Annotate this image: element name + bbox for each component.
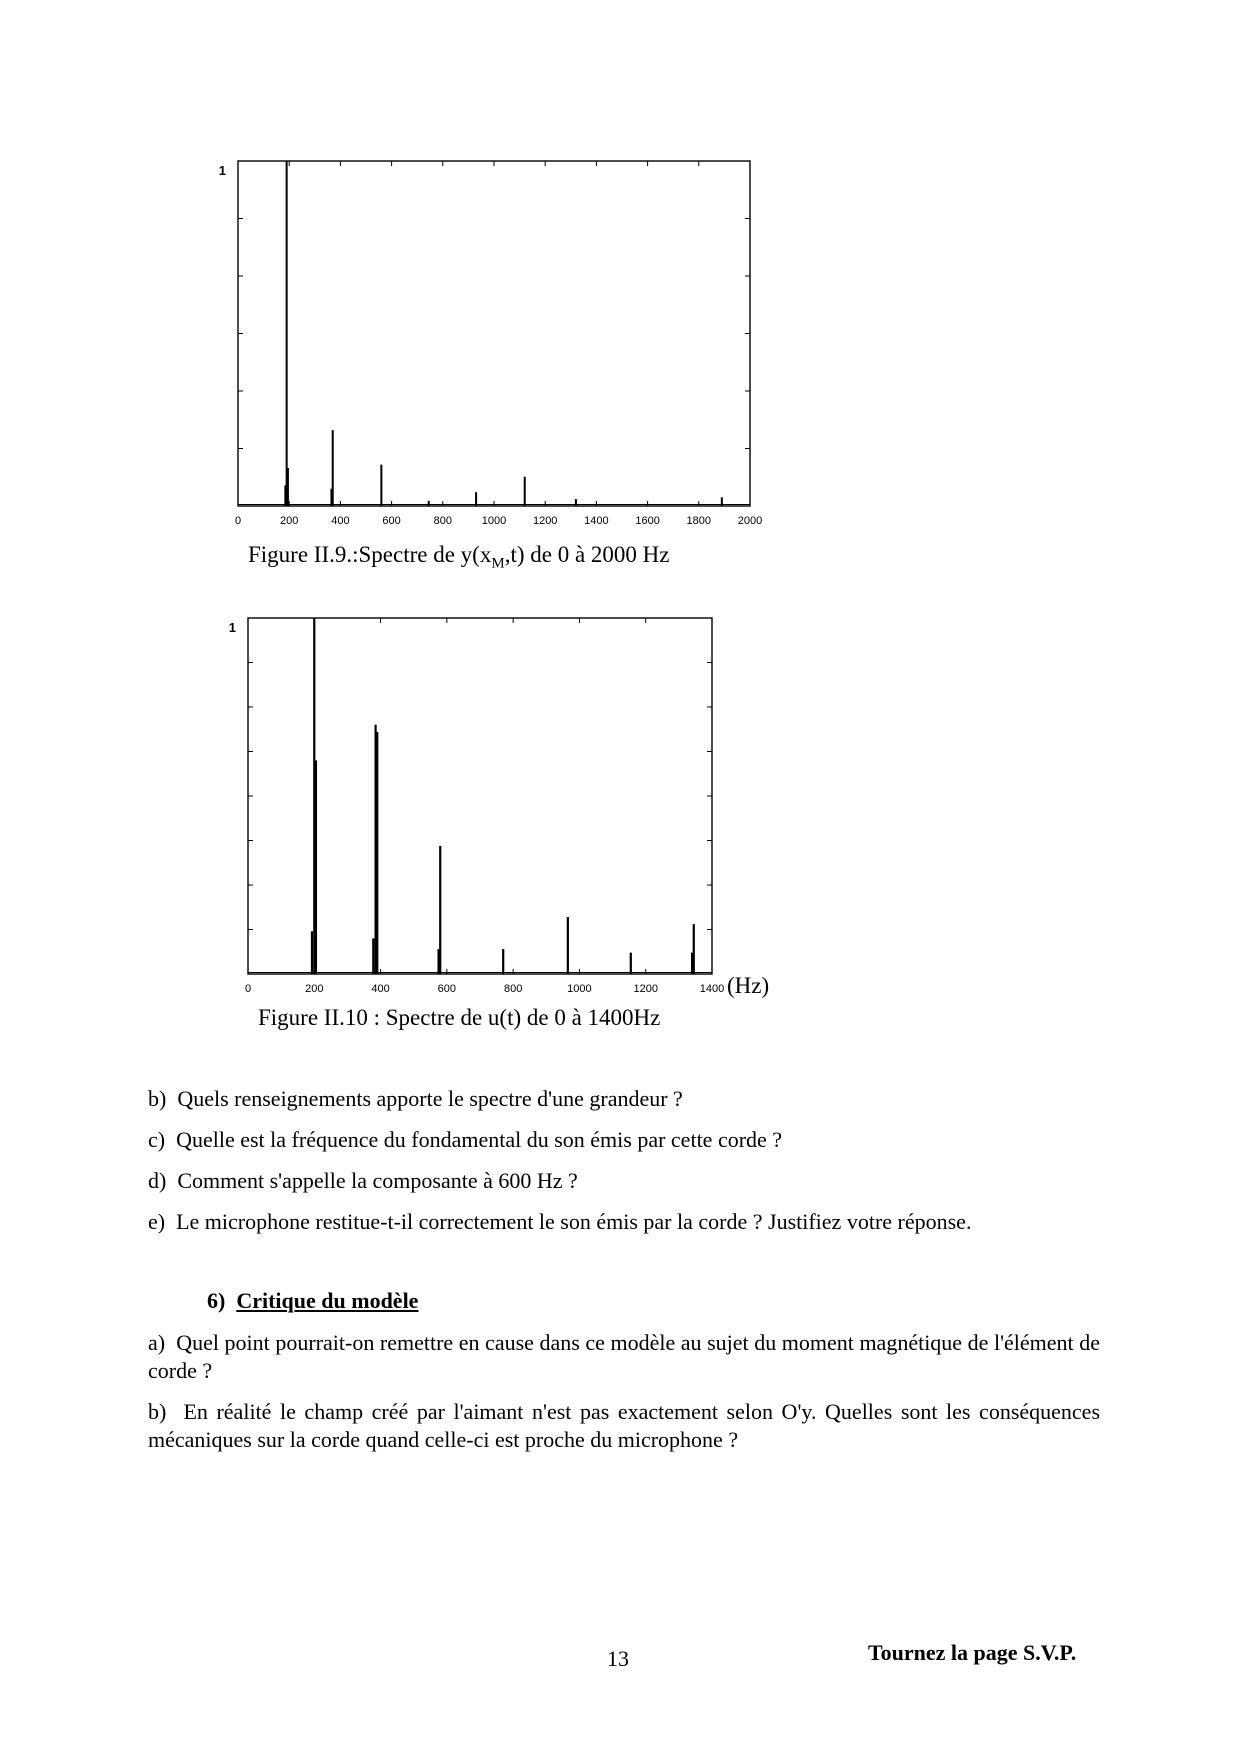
x-tick-label: 1400 [584, 515, 609, 527]
page-number: 13 [607, 1646, 629, 1671]
y-tick-label-max: 1 [228, 620, 236, 635]
x-tick-label: 0 [244, 983, 252, 995]
spectrum-chart-fig10 [180, 600, 740, 1000]
y-tick-label-max: 1 [218, 163, 226, 178]
x-tick-label: 1000 [567, 983, 592, 995]
x-tick-label: 0 [234, 515, 242, 527]
x-tick-label: 800 [503, 983, 523, 995]
turn-page-note: Tournez la page S.V.P. [868, 1640, 1077, 1665]
section6-item-a: a) Quel point pourrait-on remettre en cause dans ce modèle au sujet du moment magnétique de l'élément de corde ? [148, 1330, 1101, 1383]
question-d: d) Comment s'appelle la composante à 600 Hz ? [148, 1168, 578, 1193]
x-tick-label: 1200 [633, 983, 658, 995]
x-tick-label: 400 [331, 515, 350, 527]
question-b: b) Quels renseignements apporte le spectre d'une grandeur ? [148, 1086, 683, 1111]
x-tick-label: 1800 [686, 515, 712, 527]
x-tick-label: 1200 [532, 515, 558, 527]
figure-caption-fig9: Figure II.9.:Spectre de $y(x_M,t)$ de 0 à 2000 Hz [248, 542, 670, 572]
plot-frame [238, 161, 750, 506]
x-tick-label: 200 [280, 515, 299, 527]
x-tick-label: 2000 [737, 515, 763, 527]
question-c: c) Quelle est la fréquence du fondamental du son émis par cette corde ? [148, 1127, 783, 1152]
x-tick-label: 1600 [635, 515, 660, 527]
x-tick-label: 1400 [699, 983, 725, 995]
x-tick-label: 600 [437, 983, 457, 995]
x-tick-label: 1000 [481, 515, 507, 527]
question-e: e) Le microphone restitue-t-il correctement le son émis par la corde ? Justifiez votre réponse. [148, 1209, 972, 1234]
x-tick-label: 400 [371, 983, 390, 995]
spectrum-chart-fig9 [180, 140, 780, 530]
x-tick-label: 200 [305, 983, 324, 995]
figure-caption-fig10: Figure II.10 : Spectre de u(t) de 0 à 1400Hz [258, 1005, 661, 1030]
section-heading: 6) Critique du modèle [207, 1288, 419, 1313]
x-tick-label: 800 [433, 515, 452, 527]
plot-frame [248, 618, 712, 974]
x-axis-unit-label: (Hz) [727, 973, 770, 998]
section6-item-b: b) En réalité le champ créé par l'aimant n'est pas exactement selon O'y. Quelles sont les conséquences mécaniques sur la corde quand celle-ci est proche du microphone ? [148, 1399, 1100, 1452]
x-tick-label: 600 [382, 515, 401, 527]
